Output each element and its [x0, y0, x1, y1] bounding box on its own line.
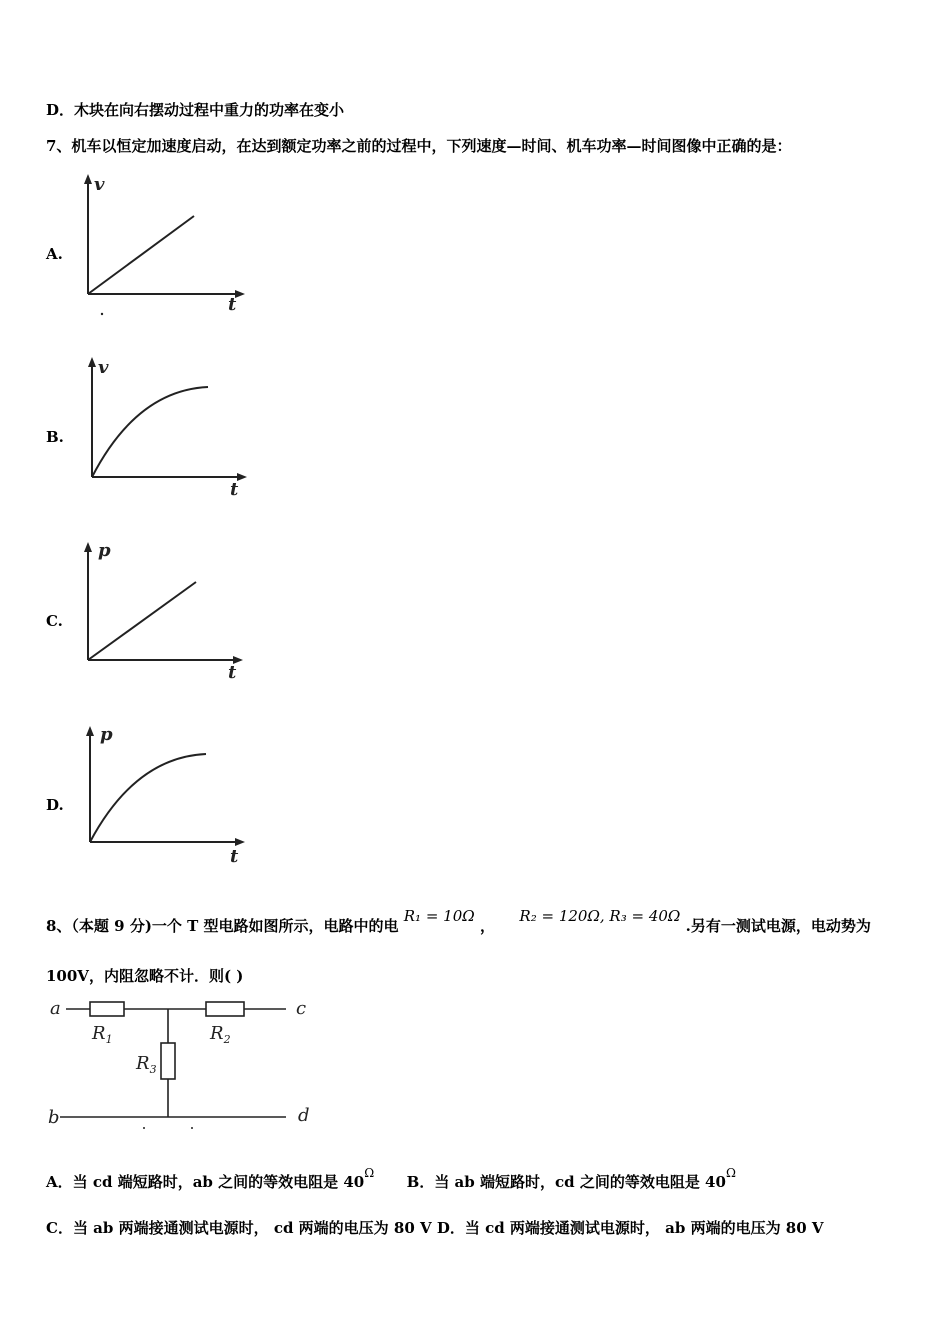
- x-axis-label: t: [230, 846, 239, 867]
- q8-options-ab: [46, 1166, 736, 1193]
- q7-option-b-label: B.: [46, 428, 64, 446]
- q8-stem-part2: .另有一测试电源，电动势为: [685, 917, 871, 935]
- resistor-r2: [206, 1002, 244, 1016]
- speck: [101, 313, 103, 315]
- label-r2: $R_2$: [210, 1023, 231, 1046]
- terminal-a: a: [50, 998, 61, 1019]
- q8-option-d: D．当 cd 两端接通测试电源时， ab 两端的电压为 80 V: [436, 1219, 824, 1237]
- y-axis-arrow: [86, 726, 94, 736]
- q8-stem-line2: 100V，内阻忽略不计．则( ): [46, 967, 244, 985]
- q8-options-cd: [46, 1218, 824, 1238]
- q8-circuit-diagram: [46, 995, 326, 1135]
- q6-option-d: D．木块在向右摆动过程中重力的功率在变小: [46, 101, 345, 119]
- q7-graph-c: [80, 538, 250, 688]
- y-axis-label: p: [100, 724, 113, 745]
- q8-formula-r1: R₁ = 10Ω: [403, 907, 475, 925]
- terminal-b: b: [48, 1107, 60, 1128]
- q7-graph-a: [80, 172, 250, 322]
- x-axis-label: t: [230, 479, 239, 500]
- terminal-d: d: [298, 1105, 310, 1126]
- x-axis-arrow: [235, 838, 245, 846]
- speck: [191, 1127, 193, 1129]
- y-axis-arrow: [88, 357, 96, 367]
- q7-option-c-label: C.: [46, 612, 63, 630]
- q7-option-a-label: A.: [46, 245, 63, 263]
- q7-graph-b: [84, 355, 254, 505]
- x-axis-arrow: [235, 290, 245, 298]
- q8-formula-r23: R₂ = 120Ω, R₃ = 40Ω: [519, 907, 681, 925]
- q7-stem: 7、机车以恒定加速度启动，在达到额定功率之前的过程中，下列速度—时间、机车功率—时间图像中正确的是：: [46, 137, 792, 155]
- terminal-c: c: [296, 998, 307, 1019]
- q8-option-c: C．当 ab 两端接通测试电源时， cd 两端的电压为 80 V: [46, 1219, 432, 1237]
- q7-option-d-label: D.: [46, 796, 64, 814]
- label-r1: $R_1$: [92, 1023, 113, 1046]
- q8-stem-line1: [46, 907, 871, 936]
- omega-symbol: Ω: [364, 1166, 375, 1180]
- q7-graph-d: [82, 722, 252, 872]
- y-axis-arrow: [84, 542, 92, 552]
- speck: [143, 1127, 145, 1129]
- q8-comma: ，: [479, 917, 495, 935]
- y-axis-label: v: [94, 174, 105, 195]
- x-axis-arrow: [237, 473, 247, 481]
- x-axis-label: t: [228, 294, 237, 315]
- omega-symbol: Ω: [725, 1166, 736, 1180]
- y-axis-arrow: [84, 174, 92, 184]
- x-axis-label: t: [228, 662, 237, 683]
- graph-curve: [90, 754, 206, 842]
- resistor-r3: [161, 1043, 175, 1079]
- resistor-r1: [90, 1002, 124, 1016]
- q8-option-a: A．当 cd 端短路时，ab 之间的等效电阻是 40: [46, 1173, 365, 1191]
- y-axis-label: p: [98, 540, 111, 561]
- y-axis-label: v: [98, 357, 109, 378]
- q8-option-b: B．当 ab 端短路时，cd 之间的等效电阻是 40: [406, 1173, 726, 1191]
- graph-curve: [92, 387, 208, 477]
- graph-line: [88, 582, 196, 660]
- graph-line: [88, 216, 194, 294]
- label-r3: $R_3$: [136, 1053, 157, 1076]
- q8-stem-part1: 8、（本题 9 分)一个 T 型电路如图所示，电路中的电: [46, 917, 399, 935]
